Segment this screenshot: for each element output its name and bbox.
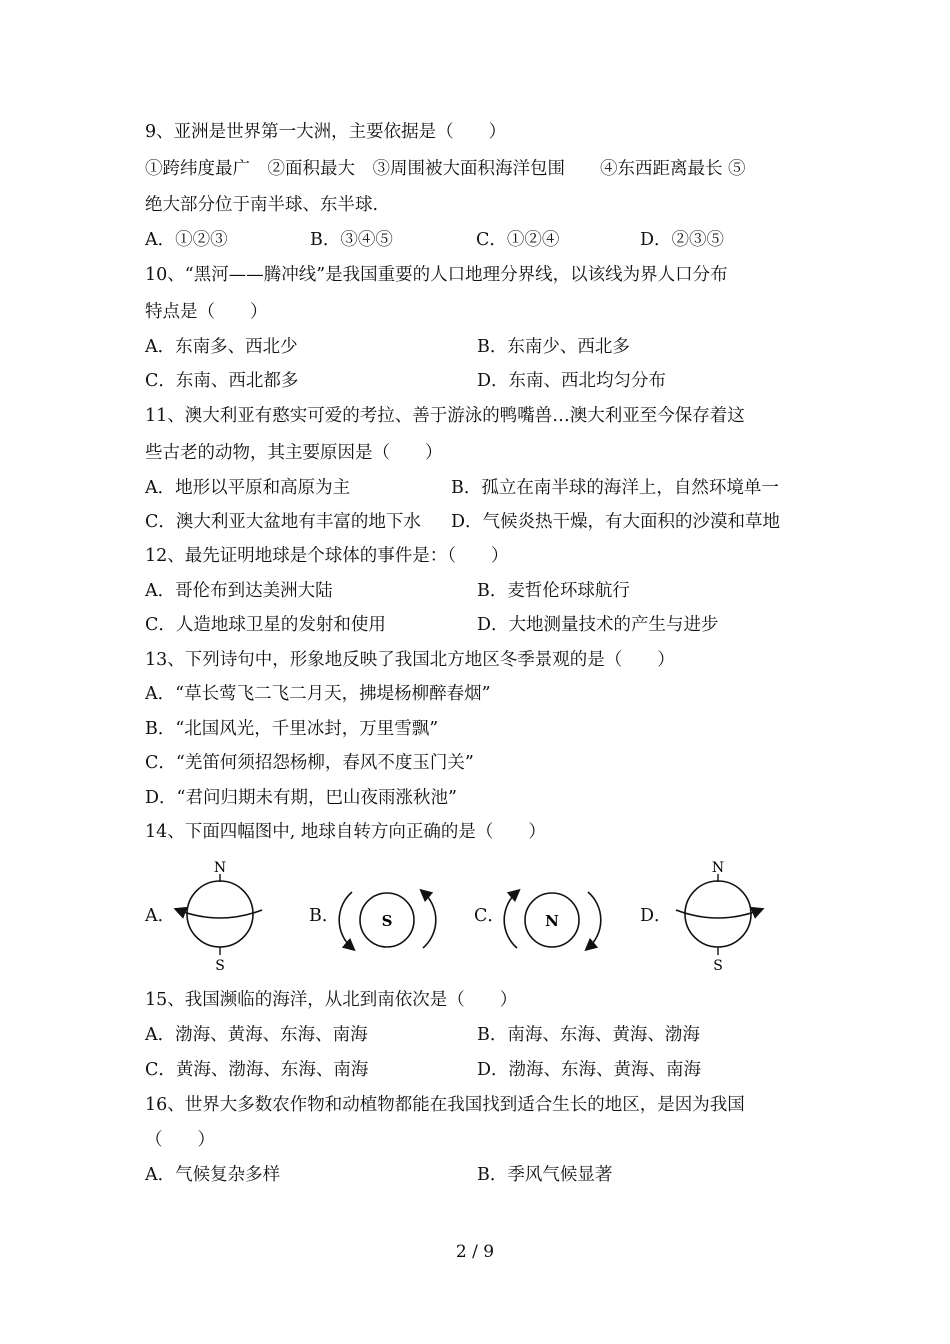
q12-option-d: D．大地测量技术的产生与进步 [477,615,719,635]
q9-statements-line2: 绝大部分位于南半球、东半球. [145,195,379,215]
q14-c-left-arrow [504,892,517,948]
q16-option-b: B．季风气候显著 [477,1165,613,1185]
q13-option-a: A．“草长莺飞二飞二月天，拂堤杨柳醉春烟” [145,684,491,704]
q14-c-right-arrow [588,892,601,948]
q11-stem-line2: 些古老的动物，其主要原因是（ ） [145,443,443,463]
q9-option-d: D．②③⑤ [640,230,725,250]
q15-option-c: C．黄海、渤海、东海、南海 [145,1060,369,1080]
q15-stem: 15、我国濒临的海洋，从北到南依次是（ ） [145,990,518,1010]
q16-stem-line1: 16、世界大多数农作物和动植物都能在我国找到适合生长的地区，是因为我国 [145,1095,745,1115]
q10-option-b: B．东南少、西北多 [477,337,630,357]
q14-stem: 14、下面四幅图中, 地球自转方向正确的是（ ） [145,822,546,842]
q14-c-north-label: N [545,912,559,930]
q14-b-right-arrow [423,892,436,948]
q11-option-a: A．地形以平原和高原为主 [145,478,351,498]
q9-option-c: C．①②④ [476,230,560,250]
q11-option-b: B．孤立在南半球的海洋上，自然环境单一 [451,478,779,498]
q10-option-c: C．东南、西北都多 [145,371,299,391]
q13-option-d: D．“君问归期未有期，巴山夜雨涨秋池” [145,788,457,808]
q12-option-b: B．麦哲伦环球航行 [477,581,630,601]
q14-d-north-label: N [711,860,725,876]
q12-stem: 12、最先证明地球是个球体的事件是：（ ） [145,546,509,566]
q14-figure-a [170,852,270,972]
q14-label-b: B． [309,906,340,926]
q14-b-south-label: S [381,912,393,930]
q9-option-b: B．③④⑤ [310,230,393,250]
q14-a-south-label: S [215,958,225,972]
q10-stem-line2: 特点是（ ） [145,302,268,322]
page-number: 2 / 9 [455,1242,495,1262]
q12-option-c: C．人造地球卫星的发射和使用 [145,615,386,635]
q15-option-b: B．南海、东海、黄海、渤海 [477,1025,700,1045]
q13-option-b: B．“北国风光，千里冰封，万里雪飘” [145,719,439,739]
q13-stem: 13、下列诗句中，形象地反映了我国北方地区冬季景观的是（ ） [145,650,675,670]
q13-option-c: C．“羌笛何须招怨杨柳，春风不度玉门关” [145,753,474,773]
q10-stem-line1: 10、“黑河——腾冲线”是我国重要的人口地理分界线，以该线为界人口分布 [145,265,728,285]
q14-figure-d [668,852,768,972]
q14-d-south-label: S [713,958,723,972]
q14-label-a: A． [145,906,176,926]
q14-b-left-arrow [339,892,352,948]
q11-option-d: D．气候炎热干燥，有大面积的沙漠和草地 [451,512,781,532]
q11-stem-line1: 11、澳大利亚有憨实可爱的考拉、善于游泳的鸭嘴兽…澳大利亚至今保存着这 [145,406,745,426]
q11-option-c: C．澳大利亚大盆地有丰富的地下水 [145,512,421,532]
q14-a-rotation-arrow [178,910,262,918]
q9-option-a: A．①②③ [145,230,228,250]
q16-option-a: A．气候复杂多样 [145,1165,281,1185]
q15-option-a: A．渤海、黄海、东海、南海 [145,1025,368,1045]
q12-option-a: A．哥伦布到达美洲大陆 [145,581,333,601]
q9-statements-line1: ①跨纬度最广 ②面积最大 ③周围被大面积海洋包围 ④东西距离最长 ⑤ [145,159,746,179]
q15-option-d: D．渤海、东海、黄海、南海 [477,1060,702,1080]
q10-option-a: A．东南多、西北少 [145,337,298,357]
q10-option-d: D．东南、西北均匀分布 [477,371,667,391]
q14-figure-c [500,880,605,960]
q14-figure-b [335,880,440,960]
q14-a-north-label: N [213,860,227,876]
q16-stem-line2: （ ） [145,1130,215,1150]
q14-d-rotation-arrow [676,910,760,918]
q14-label-d: D． [640,906,672,926]
q9-stem: 9、亚洲是世界第一大洲，主要依据是（ ） [145,122,507,142]
q14-label-c: C． [474,906,505,926]
